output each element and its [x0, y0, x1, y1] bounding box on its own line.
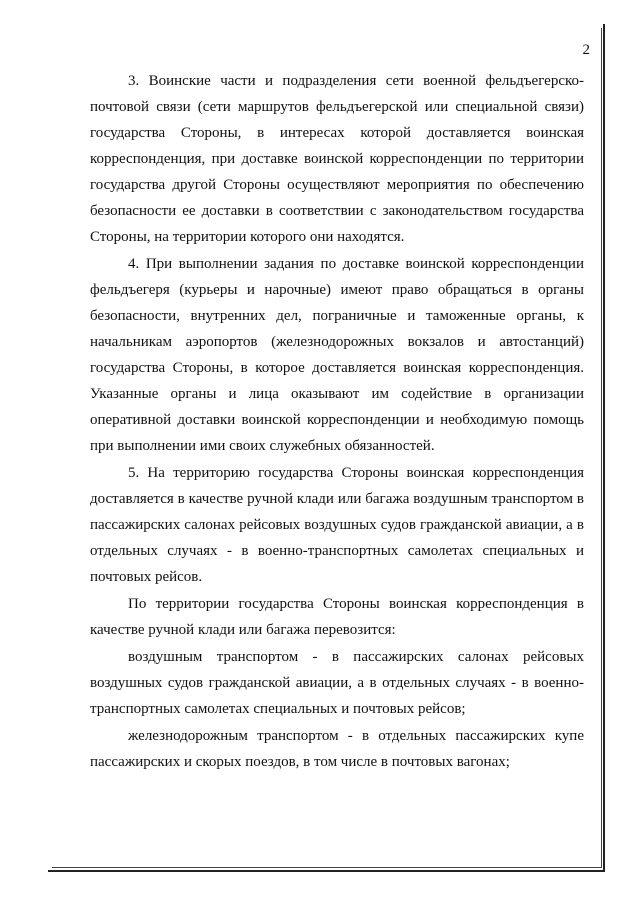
paragraph-3: 3. Воинские части и подразделения сети военной фельдъегерско-почтовой связи (сети маршрутов фельдъегерской или специальной связи) государства Стороны, в интересах которой доставляется воинская корреспонденция, при доставке воинской корреспонденции по территории государства другой Стороны осуществляют мероприятия по обеспечению безопасности ее доставки в соответствии с законодательством государства Стороны, на территории которого они находятся.: [90, 73, 584, 245]
page-number: 2: [582, 42, 590, 58]
paragraph-air-transport: воздушным транспортом - в пассажирских салонах рейсовых воздушных судов гражданской авиации, а в отдельных случаях - в военно-транспортных самолетах специальных и почтовых рейсов;: [90, 649, 584, 717]
paragraph-transport-intro: По территории государства Стороны воинская корреспонденция в качестве ручной клади или багажа перевозится:: [90, 596, 584, 638]
paragraph-rail-transport: железнодорожным транспортом - в отдельных пассажирских купе пассажирских и скорых поездов, в том числе в почтовых вагонах;: [90, 728, 584, 770]
document-body: [90, 68, 584, 776]
paragraph-5: 5. На территорию государства Стороны воинская корреспонденция доставляется в качестве ручной клади или багажа воздушным транспортом в пассажирских салонах рейсовых воздушных судов гражданской авиации, а в отдельных случаях - в военно-транспортных самолетах специальных и почтовых рейсов.: [90, 465, 584, 585]
paragraph-4: 4. При выполнении задания по доставке воинской корреспонденции фельдъегеря (курьеры и нарочные) имеют право обращаться в органы безопасности, внутренних дел, пограничные и таможенные органы, к начальникам аэропортов (железнодорожных вокзалов и автостанций) государства Стороны, в которое доставляется воинская корреспонденция. Указанные органы и лица оказывают им содействие в организации оперативной доставки воинской корреспонденции и необходимую помощь при выполнении ими своих служебных обязанностей.: [90, 256, 584, 454]
